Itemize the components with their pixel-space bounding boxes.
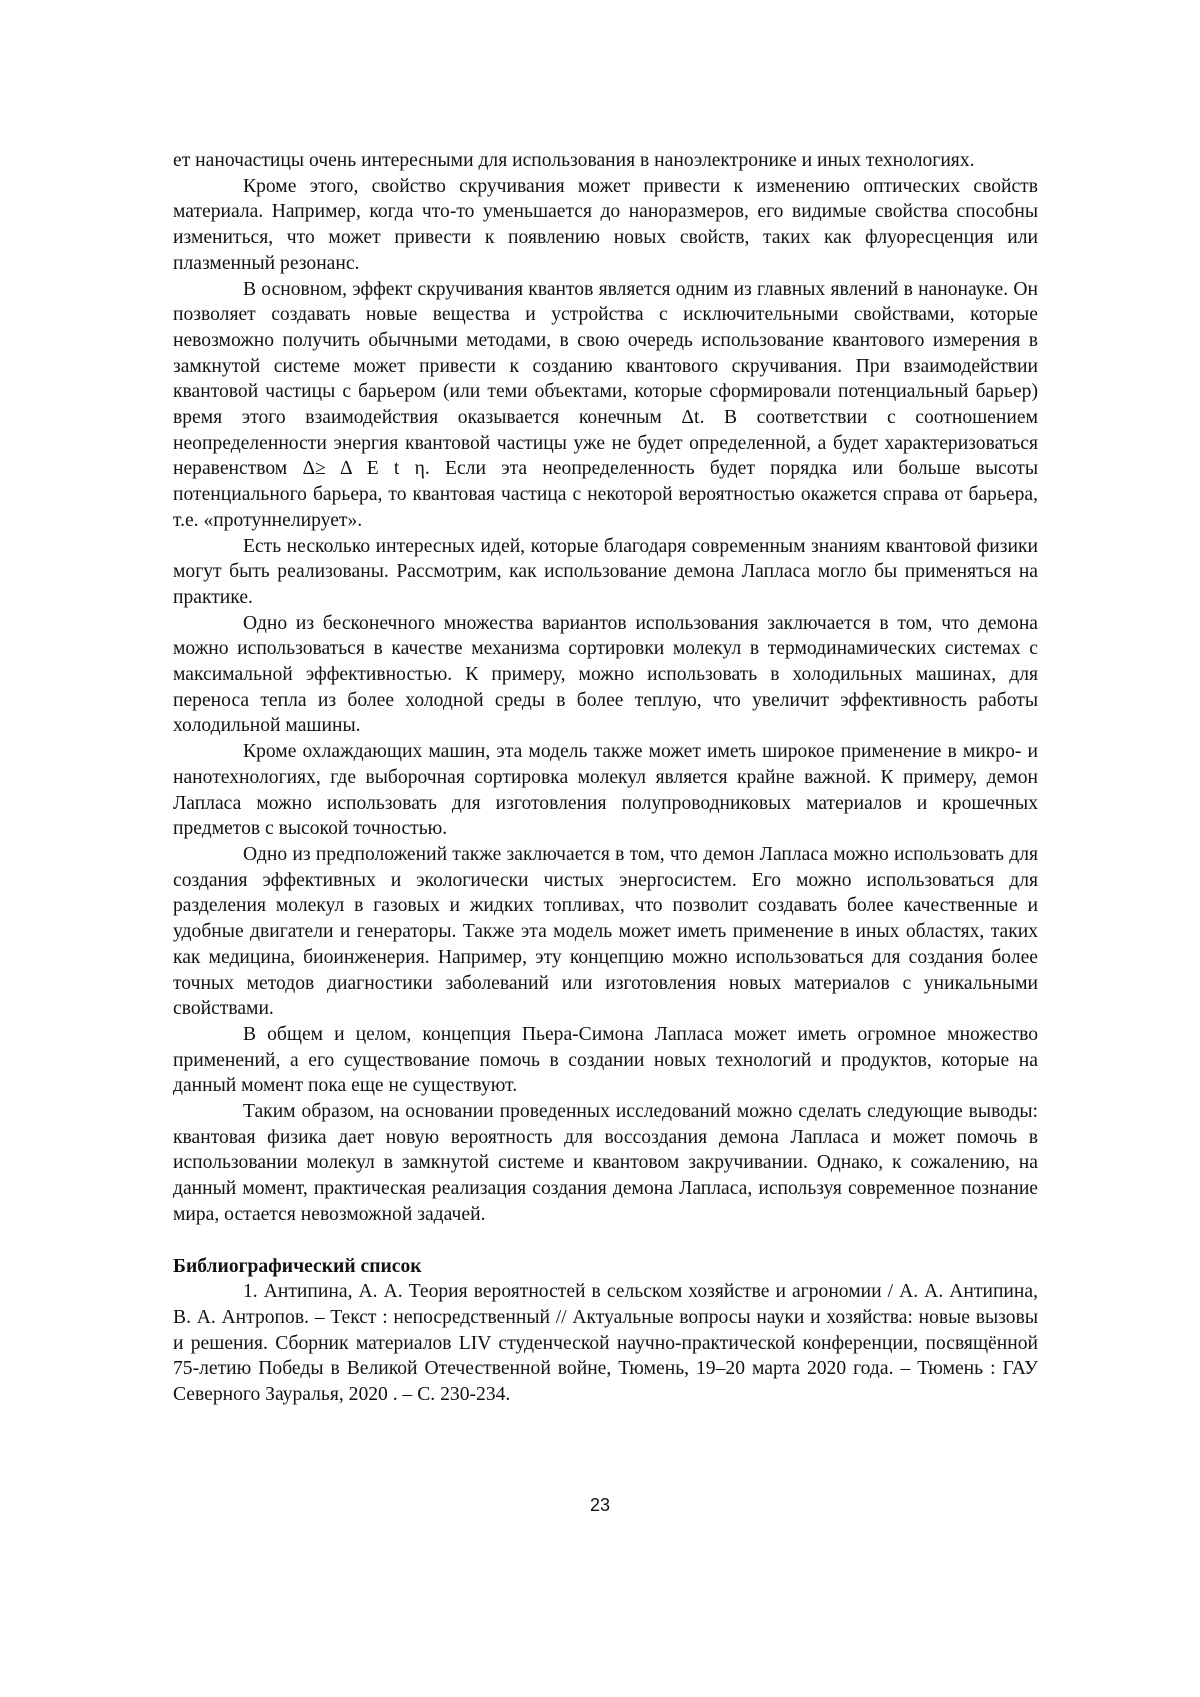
body-paragraph: Кроме охлаждающих машин, эта модель также может иметь широкое применение в микро- и нанотехнологиях, где выборочная сортировка молекул является крайне важной. К примеру, демон Лапласа можно использовать для изготовления полупроводниковых материалов и крошечных предметов с высокой точностью. xyxy=(173,741,1038,840)
section-spacer xyxy=(173,1228,1038,1254)
body-paragraph: Таким образом, на основании проведенных исследований можно сделать следующие выводы: квантовая физика дает новую вероятность для воссоздания демона Лапласа и может помочь в использовании молекул в замкнутой системе и квантовом закручивании. Однако, к сожалению, на данный момент, практическая реализация создания демона Лапласа, используя современное познание мира, остается невозможной задачей. xyxy=(173,1101,1038,1225)
body-paragraph: ет наночастицы очень интересными для использования в наноэлектронике и иных технологиях. xyxy=(173,150,975,171)
page-number: 23 xyxy=(589,1495,611,1515)
body-paragraph: Одно из бесконечного множества вариантов использования заключается в том, что демона можно использоваться в качестве механизма сортировки молекул в термодинамических системах с максимальной эффективностью. К примеру, можно использовать в холодильных машинах, для переноса тепла из более холодной среды в более теплую, что увеличит эффективность работы холодильной машины. xyxy=(173,612,1038,737)
bibliography-title: Библиографический список xyxy=(173,1255,422,1277)
document-page xyxy=(173,148,1038,1408)
body-paragraph: Одно из предположений также заключается в том, что демон Лапласа можно использовать для создания эффективных и экологически чистых энергосистем. Его можно использоваться для разделения молекул в газовых и жидких топливах, что позволит создавать более качественные и удобные двигатели и генераторы. Также эта модель может иметь применение в иных областях, таких как медицина, биоинженерия. Например, эту концепцию можно использоваться для создания более точных методов диагностики заболеваний или изготовления новых материалов с уникальными свойствами. xyxy=(173,843,1038,1020)
body-paragraph: В общем и целом, концепция Пьера-Симона Лапласа может иметь огромное множество применений, а его существование помочь в создании новых технологий и продуктов, которые на данный момент пока еще не существуют. xyxy=(173,1023,1038,1097)
bibliography-item: 1. Антипина, А. А. Теория вероятностей в сельском хозяйстве и агрономии / А. А. Антипина, В. А. Антропов. – Текст : непосредственный // Актуальные вопросы науки и хозяйства: новые вызовы и решения. Сборник материалов LIV студенческой научно-практической конференции, посвящённой 75-летию Победы в Великой Отечественной войне, Тюмень, 19–20 марта 2020 года. – Тюмень : ГАУ Северного Зауралья, 2020 . – С. 230-234. xyxy=(173,1281,1038,1406)
body-paragraph: В основном, эффект скручивания квантов является одним из главных явлений в нанонауке. Он позволяет создавать новые вещества и устройства с исключительными свойствами, которые невозможно получить обычными методами, в свою очередь использование квантового измерения в замкнутой системе может привести к созданию квантового скручивания. При взаимодействии квантовой частицы с барьером (или теми объектами, которые сформировали потенциальный барьер) время этого взаимодействия оказывается конечным Δt. В соответствии с соотношением неопределенности энергия квантовой частицы уже не будет определенной, а будет характеризоваться неравенством Δ≥ Δ E t η. Если эта неопределенность будет порядка или больше высоты потенциального барьера, то квантовая частица с некоторой вероятностью окажется справа от барьера, т.е. «протуннелирует». xyxy=(173,278,1038,531)
body-paragraph: Кроме этого, свойство скручивания может привести к изменению оптических свойств материала. Например, когда что-то уменьшается до наноразмеров, его видимые свойства способны измениться, что может привести к появлению новых свойств, таких как флуоресценция или плазменный резонанс. xyxy=(173,175,1038,274)
body-paragraph: Есть несколько интересных идей, которые благодаря современным знаниям квантовой физики могут быть реализованы. Рассмотрим, как использование демона Лапласа могло бы применяться на практике. xyxy=(173,535,1038,608)
